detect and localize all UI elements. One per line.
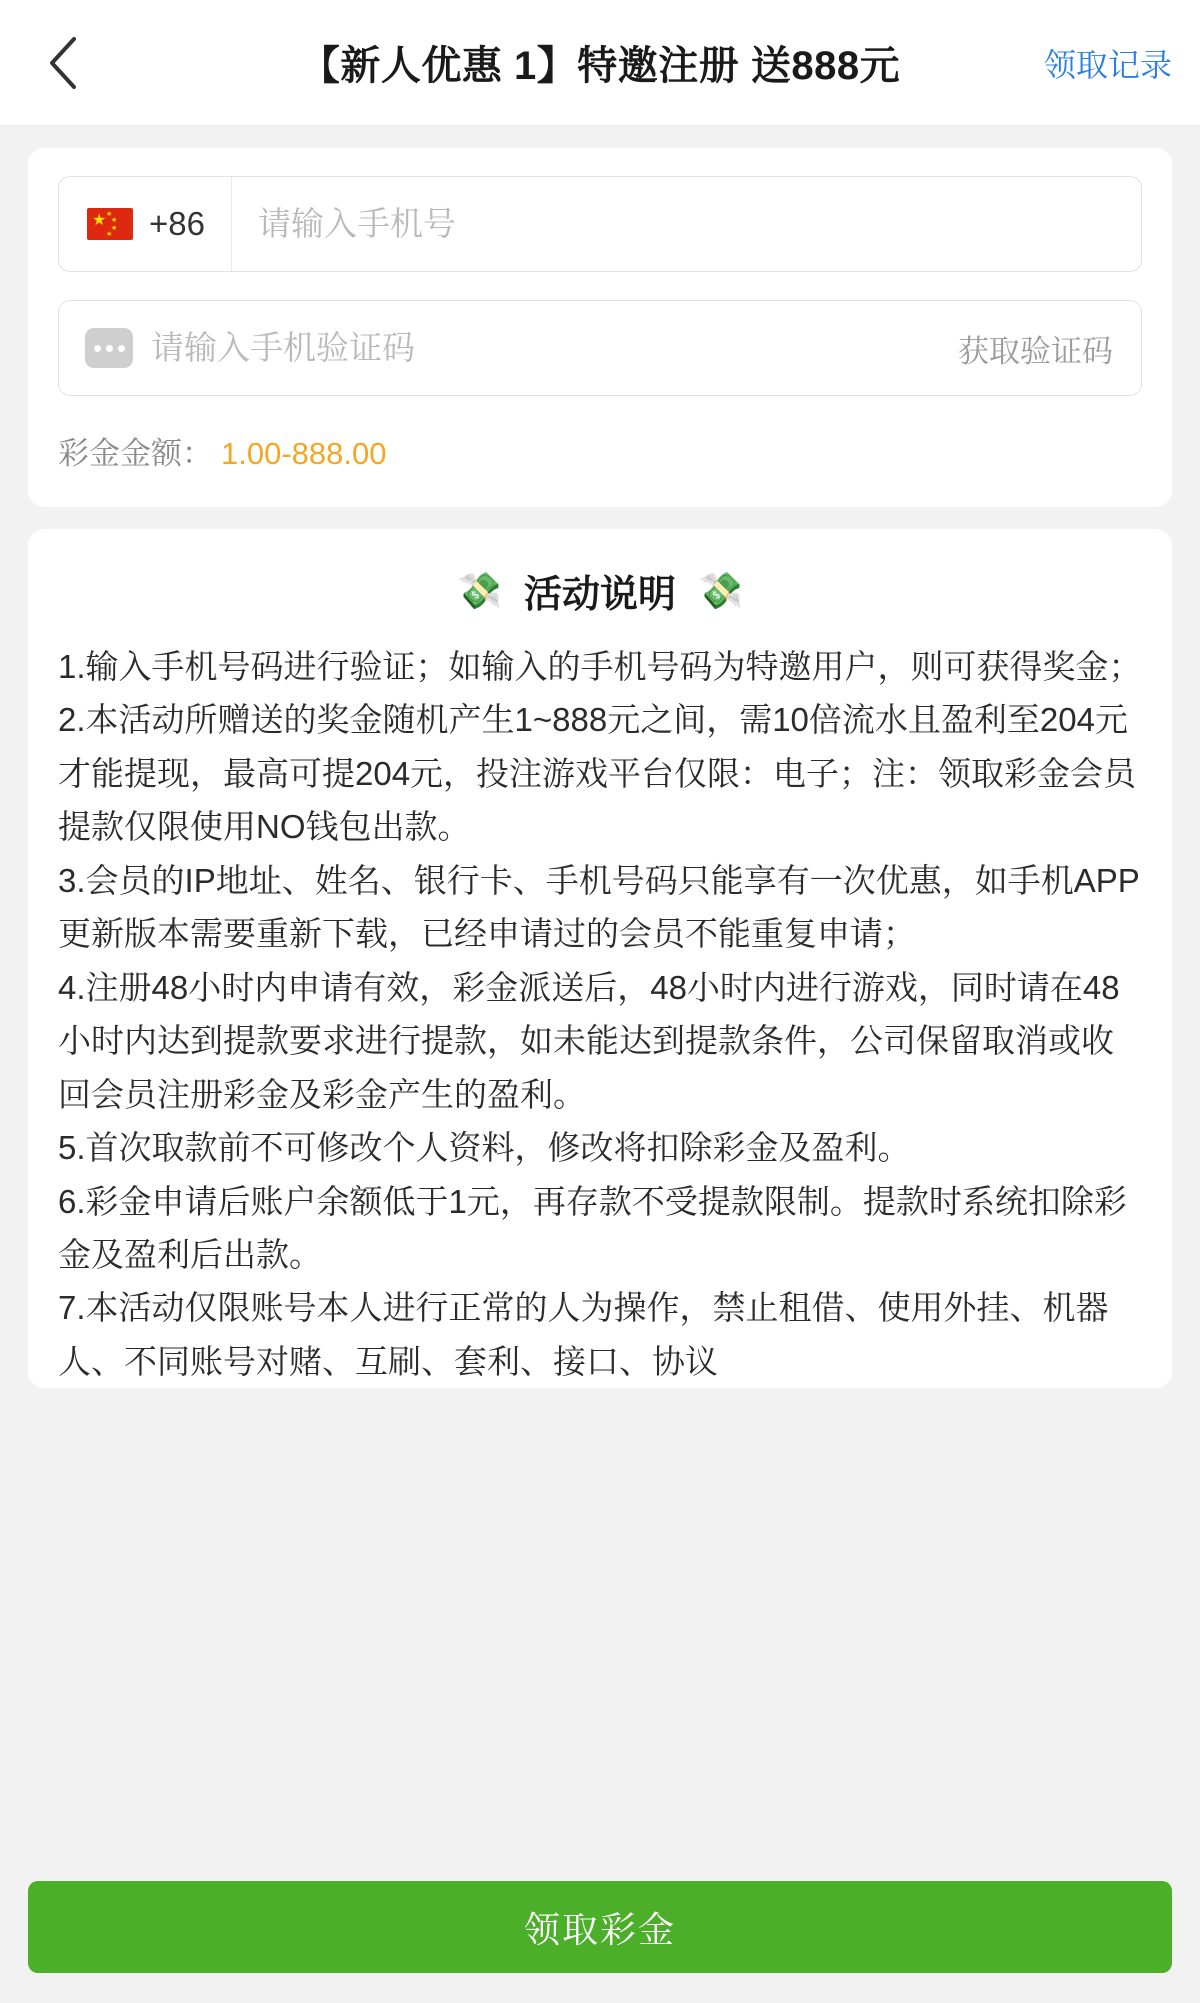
page-footer bbox=[0, 1863, 1200, 2003]
money-wings-icon-left: 💸 bbox=[457, 569, 502, 611]
page-title: 【新人优惠 1】特邀注册 送888元 bbox=[299, 44, 901, 88]
get-verification-code-button[interactable]: 获取验证码 bbox=[958, 333, 1113, 369]
phone-field-row bbox=[58, 176, 1142, 272]
page-content bbox=[0, 126, 1200, 1863]
rule-item: 5.首次取款前不可修改个人资料，修改将扣除彩金及盈利。 bbox=[58, 1129, 911, 1167]
claim-bonus-button[interactable]: 领取彩金 bbox=[28, 1881, 1172, 1973]
chevron-left-icon bbox=[46, 35, 80, 91]
rule-item: 1.输入手机号码进行验证；如输入的手机号码为特邀用户，则可获得奖金； bbox=[58, 648, 1142, 685]
activity-rules-card bbox=[28, 529, 1172, 1388]
china-flag-icon: ★ ★ ★ ★ ★ bbox=[87, 208, 133, 240]
phone-input[interactable] bbox=[232, 177, 1141, 271]
activity-rules-body bbox=[58, 640, 1142, 1388]
page-header bbox=[0, 0, 1200, 126]
rule-item: 3.会员的IP地址、姓名、银行卡、手机号码只能享有一次优惠，如手机APP更新版本需要重新下载，已经申请过的会员不能重复申请； bbox=[58, 861, 1140, 953]
dots-icon bbox=[85, 328, 133, 368]
claim-record-link[interactable]: 领取记录 bbox=[1043, 46, 1172, 83]
rule-item: 6.彩金申请后账户余额低于1元，再存款不受提款限制。提款时系统扣除彩金及盈利后出款。 bbox=[58, 1182, 1127, 1273]
bonus-amount-row bbox=[58, 428, 1142, 473]
registration-form-card bbox=[28, 148, 1172, 507]
back-button[interactable] bbox=[28, 28, 98, 98]
country-code-label: +86 bbox=[149, 205, 205, 242]
rule-item: 7.本活动仅限账号本人进行正常的人为操作，禁止租借、使用外挂、机器人、不同账号对赌、互刷、套利、接口、协议 bbox=[58, 1289, 1109, 1380]
activity-rules-title bbox=[58, 563, 1142, 618]
country-code-selector[interactable] bbox=[59, 177, 232, 271]
money-wings-icon-right: 💸 bbox=[698, 569, 743, 611]
verification-code-field-row bbox=[58, 300, 1142, 396]
rule-item: 2.本活动所赠送的奖金随机产生1~888元之间，需10倍流水且盈利至204元才能提现，最高可提204元，投注游戏平台仅限：电子；注：领取彩金会员提款仅限使用NO钱包出款。 bbox=[58, 701, 1137, 846]
rule-item: 4.注册48小时内申请有效，彩金派送后，48小时内进行游戏，同时请在48小时内达到提款要求进行提款，如未能达到提款条件，公司保留取消或收回会员注册彩金及彩金产生的盈利。 bbox=[58, 968, 1120, 1113]
verification-code-input[interactable] bbox=[133, 301, 948, 395]
activity-rules-title-text: 活动说明 bbox=[523, 574, 676, 616]
bonus-amount-value: 1.00-888.00 bbox=[221, 436, 387, 471]
bonus-amount-label: 彩金金额： bbox=[58, 436, 213, 471]
